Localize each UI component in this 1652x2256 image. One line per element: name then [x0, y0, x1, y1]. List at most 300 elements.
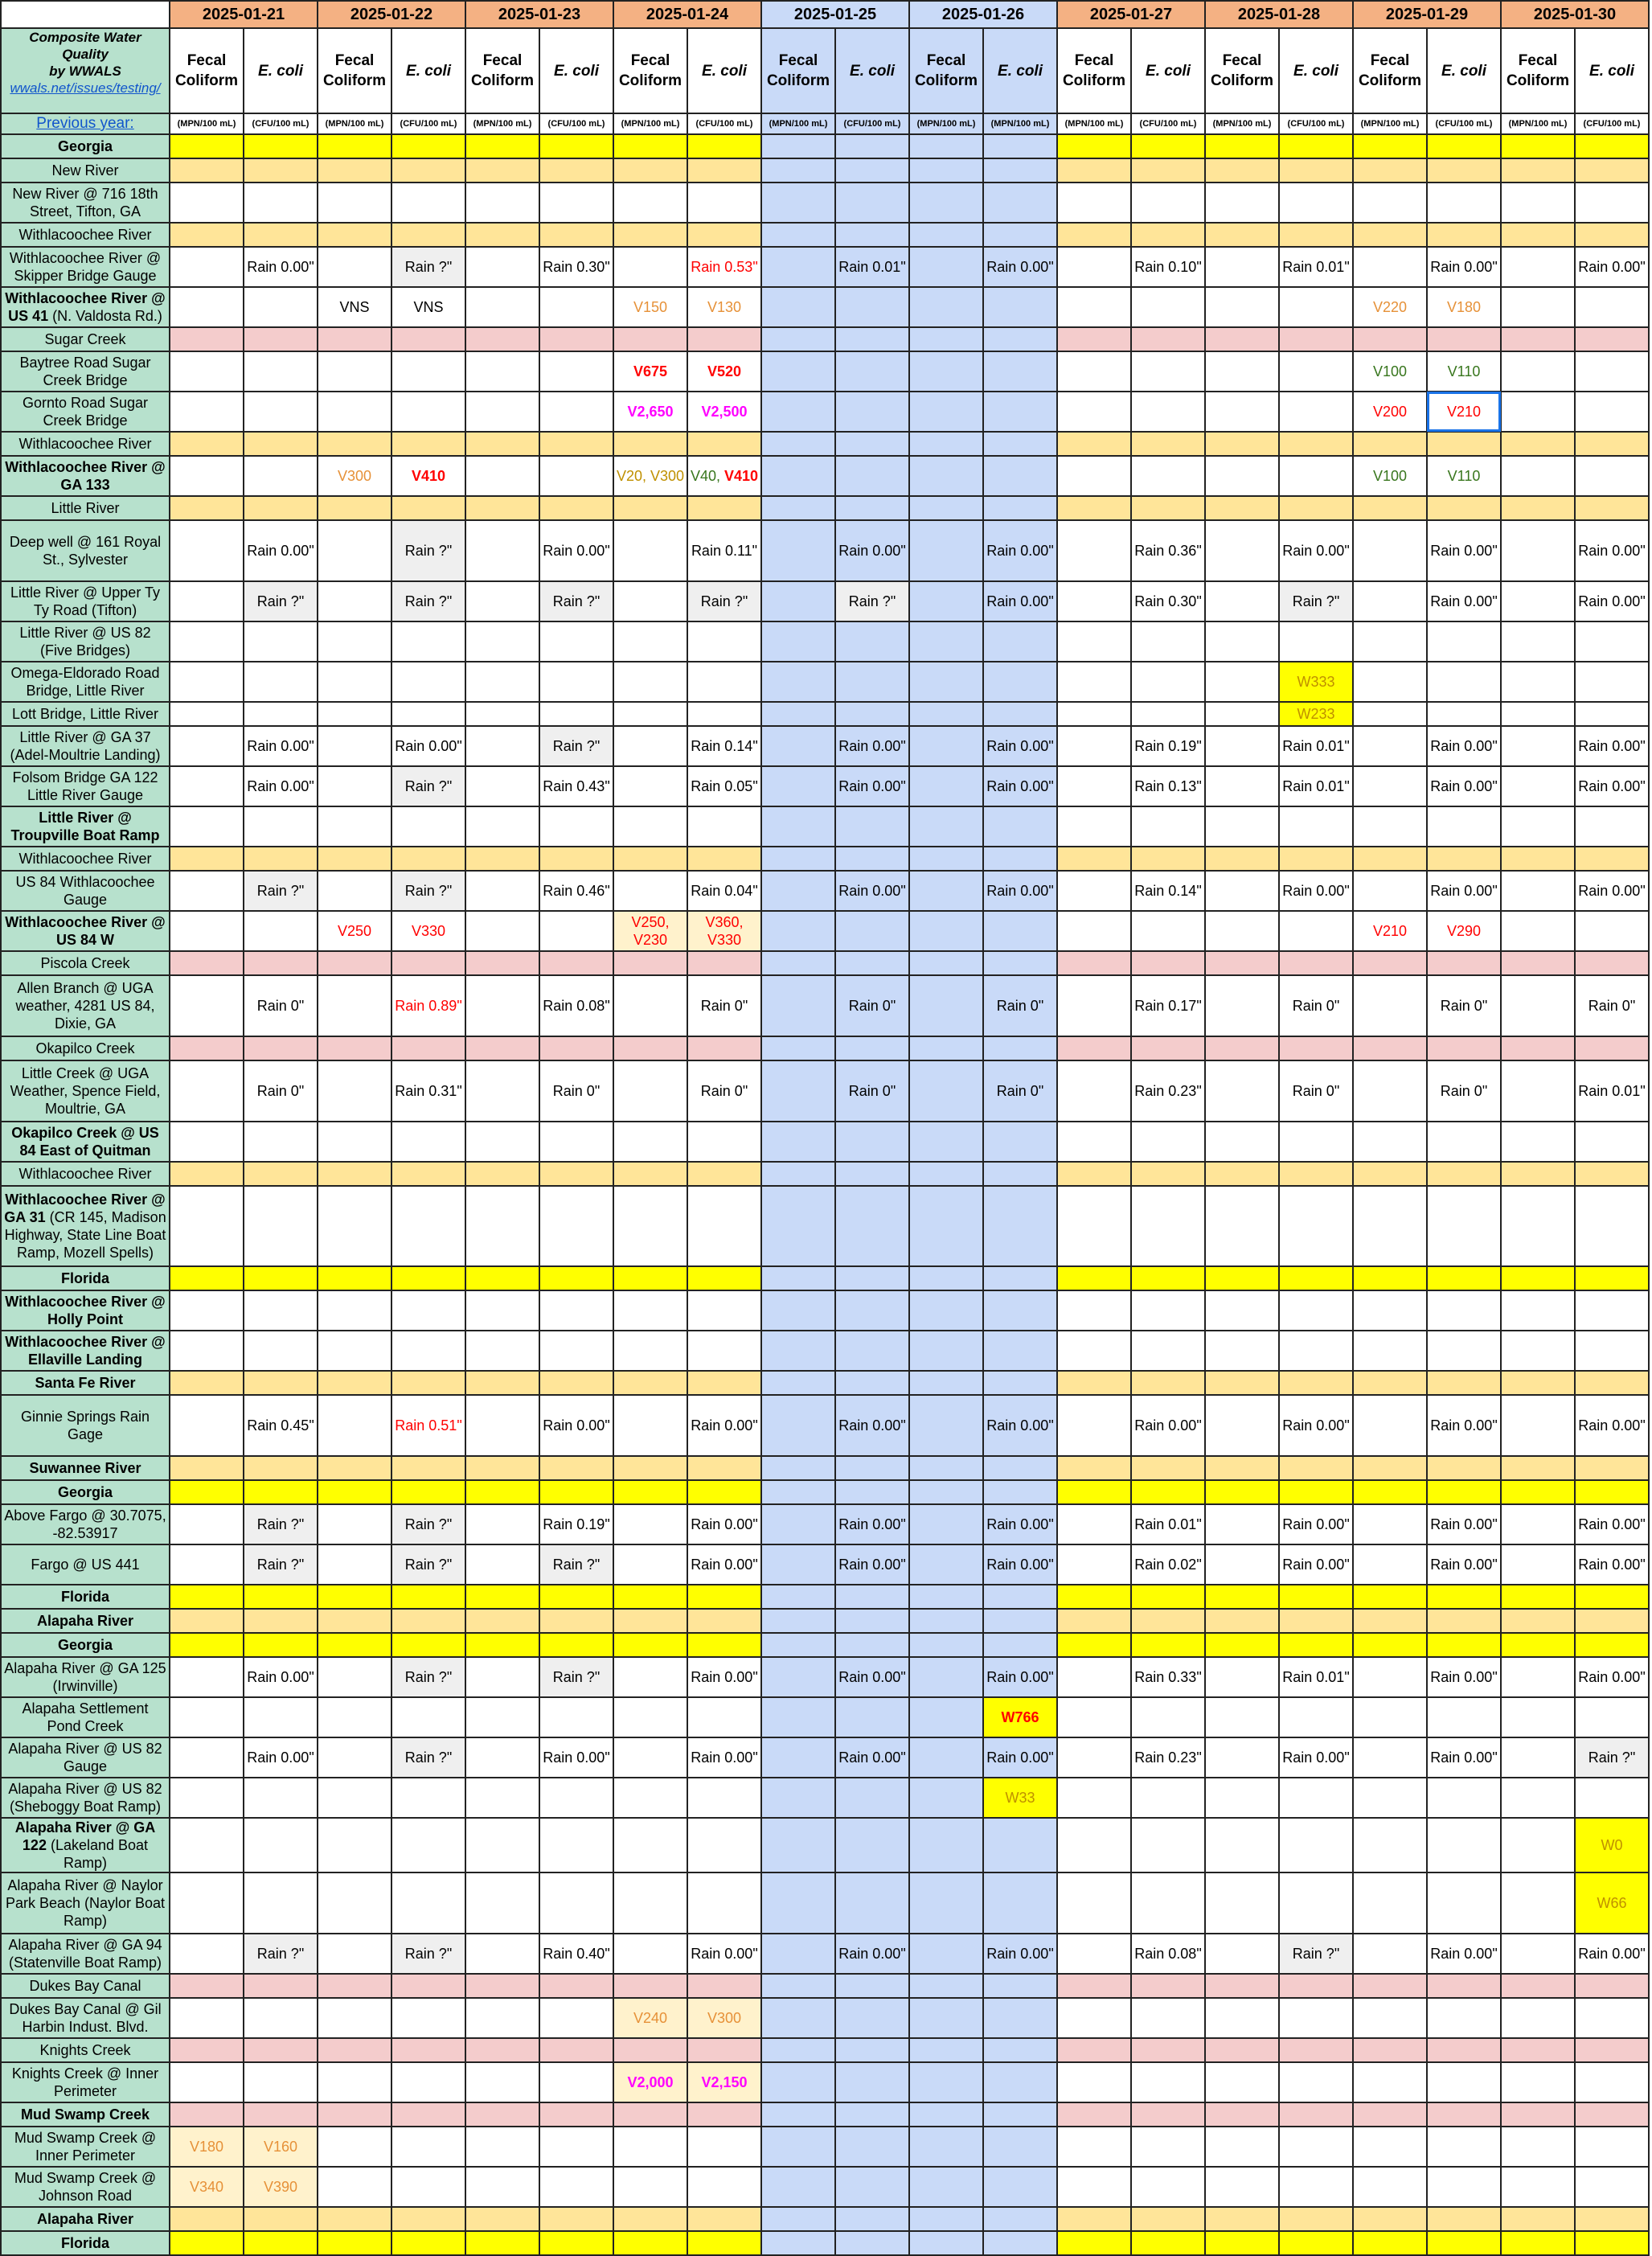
previous-year-link[interactable]: Previous year:: [36, 115, 134, 132]
site-label-cell[interactable]: [1, 327, 170, 351]
data-cell[interactable]: [909, 392, 983, 432]
data-cell[interactable]: [1427, 1456, 1501, 1480]
data-cell[interactable]: [1353, 1290, 1427, 1331]
data-cell[interactable]: [687, 702, 761, 726]
data-cell[interactable]: [391, 1697, 465, 1737]
data-cell[interactable]: [244, 1818, 318, 1872]
data-cell[interactable]: [983, 287, 1057, 327]
data-cell[interactable]: [465, 702, 539, 726]
data-cell[interactable]: [318, 1266, 391, 1290]
data-cell[interactable]: [391, 1122, 465, 1162]
data-cell[interactable]: [909, 1872, 983, 1934]
data-cell[interactable]: [1575, 726, 1649, 766]
data-cell[interactable]: [1205, 247, 1279, 287]
data-cell[interactable]: [761, 871, 835, 911]
data-cell[interactable]: [1131, 1060, 1205, 1122]
data-cell[interactable]: [1131, 1371, 1205, 1395]
data-cell[interactable]: [318, 520, 391, 581]
data-cell[interactable]: [1353, 456, 1427, 496]
data-cell[interactable]: [983, 1609, 1057, 1633]
data-cell[interactable]: [1501, 223, 1575, 247]
fecal-unit-cell[interactable]: (MPN/100 mL): [1501, 113, 1575, 134]
data-cell[interactable]: [1057, 1544, 1131, 1585]
ecoli-header[interactable]: [391, 28, 465, 113]
data-cell[interactable]: [1427, 847, 1501, 871]
sheet-title-cell[interactable]: [1, 28, 170, 113]
data-cell[interactable]: [539, 1818, 613, 1872]
data-cell[interactable]: [687, 975, 761, 1036]
data-cell[interactable]: [1575, 158, 1649, 183]
data-cell[interactable]: [170, 1186, 244, 1266]
data-cell[interactable]: [1353, 975, 1427, 1036]
data-cell[interactable]: [761, 327, 835, 351]
data-cell[interactable]: [983, 1395, 1057, 1456]
data-cell[interactable]: [1131, 2127, 1205, 2167]
data-cell[interactable]: [1131, 1395, 1205, 1456]
data-cell[interactable]: [539, 951, 613, 975]
data-cell[interactable]: [539, 1504, 613, 1544]
data-cell[interactable]: [909, 158, 983, 183]
data-cell[interactable]: [1427, 1290, 1501, 1331]
data-cell[interactable]: [1057, 158, 1131, 183]
data-cell[interactable]: [761, 1778, 835, 1818]
data-cell[interactable]: [1501, 158, 1575, 183]
data-cell[interactable]: [983, 1737, 1057, 1778]
data-cell[interactable]: [983, 951, 1057, 975]
data-cell[interactable]: [1501, 766, 1575, 806]
data-cell[interactable]: [465, 1974, 539, 1998]
data-cell[interactable]: [244, 2207, 318, 2231]
data-cell[interactable]: [170, 496, 244, 520]
data-cell[interactable]: [835, 351, 909, 392]
data-cell[interactable]: [687, 134, 761, 158]
data-cell[interactable]: [687, 1818, 761, 1872]
data-cell[interactable]: [1501, 1186, 1575, 1266]
data-cell[interactable]: [1057, 2207, 1131, 2231]
data-cell[interactable]: [539, 2167, 613, 2207]
data-cell[interactable]: [391, 1266, 465, 1290]
data-cell[interactable]: [1205, 496, 1279, 520]
data-cell[interactable]: [1575, 1697, 1649, 1737]
data-cell[interactable]: [1575, 975, 1649, 1036]
data-cell[interactable]: [983, 351, 1057, 392]
data-cell[interactable]: [1575, 1395, 1649, 1456]
data-cell[interactable]: [1575, 1544, 1649, 1585]
data-cell[interactable]: [835, 1036, 909, 1060]
fecal-coliform-header[interactable]: [1353, 28, 1427, 113]
ecoli-unit-cell[interactable]: (CFU/100 mL): [1131, 113, 1205, 134]
data-cell[interactable]: [539, 247, 613, 287]
data-cell[interactable]: [391, 1585, 465, 1609]
data-cell[interactable]: [1427, 327, 1501, 351]
data-cell[interactable]: [170, 1778, 244, 1818]
data-cell[interactable]: [983, 1934, 1057, 1974]
data-cell[interactable]: [909, 496, 983, 520]
data-cell[interactable]: [835, 581, 909, 621]
data-cell[interactable]: [539, 847, 613, 871]
data-cell[interactable]: [835, 1331, 909, 1371]
data-cell[interactable]: [613, 1657, 687, 1697]
data-cell[interactable]: [1131, 1818, 1205, 1872]
data-cell[interactable]: [1131, 1585, 1205, 1609]
data-cell[interactable]: [244, 1186, 318, 1266]
data-cell[interactable]: [170, 1036, 244, 1060]
site-label-cell[interactable]: [1, 662, 170, 702]
data-cell[interactable]: [170, 2038, 244, 2062]
data-cell[interactable]: [613, 662, 687, 702]
data-cell[interactable]: [391, 911, 465, 951]
data-cell[interactable]: [1205, 1544, 1279, 1585]
data-cell[interactable]: [1205, 1186, 1279, 1266]
data-cell[interactable]: [687, 581, 761, 621]
data-cell[interactable]: [761, 1060, 835, 1122]
data-cell[interactable]: [687, 1122, 761, 1162]
data-cell[interactable]: [1501, 1395, 1575, 1456]
data-cell[interactable]: [1131, 351, 1205, 392]
data-cell[interactable]: [1131, 2207, 1205, 2231]
data-cell[interactable]: [1353, 1480, 1427, 1504]
data-cell[interactable]: [687, 951, 761, 975]
data-cell[interactable]: [613, 1331, 687, 1371]
data-cell[interactable]: [170, 2127, 244, 2167]
data-cell[interactable]: [1427, 1585, 1501, 1609]
data-cell[interactable]: [1353, 951, 1427, 975]
data-cell[interactable]: [1279, 1737, 1353, 1778]
site-label-cell[interactable]: [1, 1331, 170, 1371]
data-cell[interactable]: [1057, 1266, 1131, 1290]
data-cell[interactable]: [761, 1657, 835, 1697]
data-cell[interactable]: [1501, 1371, 1575, 1395]
data-cell[interactable]: [1501, 806, 1575, 847]
data-cell[interactable]: [1279, 2207, 1353, 2231]
data-cell[interactable]: [613, 247, 687, 287]
data-cell[interactable]: [391, 2038, 465, 2062]
data-cell[interactable]: [1427, 1371, 1501, 1395]
data-cell[interactable]: [1057, 1585, 1131, 1609]
data-cell[interactable]: [835, 2231, 909, 2255]
data-cell[interactable]: [983, 134, 1057, 158]
data-cell[interactable]: [539, 223, 613, 247]
data-cell[interactable]: [1501, 1504, 1575, 1544]
data-cell[interactable]: [539, 1609, 613, 1633]
data-cell[interactable]: [170, 1974, 244, 1998]
data-cell[interactable]: [244, 158, 318, 183]
data-cell[interactable]: [318, 496, 391, 520]
data-cell[interactable]: [687, 1974, 761, 1998]
data-cell[interactable]: [539, 2062, 613, 2102]
data-cell[interactable]: [391, 1060, 465, 1122]
data-cell[interactable]: [983, 1544, 1057, 1585]
data-cell[interactable]: [244, 351, 318, 392]
data-cell[interactable]: [318, 1657, 391, 1697]
site-label-cell[interactable]: [1, 2038, 170, 2062]
data-cell[interactable]: [835, 2062, 909, 2102]
data-cell[interactable]: [1131, 1737, 1205, 1778]
fecal-unit-cell[interactable]: (MPN/100 mL): [318, 113, 391, 134]
data-cell[interactable]: [170, 806, 244, 847]
data-cell[interactable]: [1279, 1872, 1353, 1934]
data-cell[interactable]: [1131, 911, 1205, 951]
data-cell[interactable]: [318, 247, 391, 287]
data-cell[interactable]: [1131, 702, 1205, 726]
data-cell[interactable]: [318, 1036, 391, 1060]
data-cell[interactable]: [983, 327, 1057, 351]
data-cell[interactable]: [1501, 847, 1575, 871]
data-cell[interactable]: [1501, 1456, 1575, 1480]
data-cell[interactable]: [1501, 287, 1575, 327]
date-header-2025-01-26[interactable]: 2025-01-26: [909, 1, 1057, 28]
data-cell[interactable]: [1575, 183, 1649, 223]
data-cell[interactable]: [1131, 223, 1205, 247]
data-cell[interactable]: [1353, 1504, 1427, 1544]
data-cell[interactable]: [465, 1544, 539, 1585]
data-cell[interactable]: [1501, 1633, 1575, 1657]
data-cell[interactable]: [909, 432, 983, 456]
data-cell[interactable]: [465, 1998, 539, 2038]
data-cell[interactable]: [983, 1778, 1057, 1818]
data-cell[interactable]: [1205, 1456, 1279, 1480]
data-cell[interactable]: [1057, 327, 1131, 351]
data-cell[interactable]: [1205, 1998, 1279, 2038]
data-cell[interactable]: [244, 1371, 318, 1395]
data-cell[interactable]: [1501, 351, 1575, 392]
site-label-cell[interactable]: [1, 134, 170, 158]
data-cell[interactable]: [1427, 1060, 1501, 1122]
data-cell[interactable]: [835, 134, 909, 158]
data-cell[interactable]: [170, 581, 244, 621]
data-cell[interactable]: [1057, 726, 1131, 766]
data-cell[interactable]: [1131, 1657, 1205, 1697]
data-cell[interactable]: [1353, 2231, 1427, 2255]
data-cell[interactable]: [835, 1504, 909, 1544]
data-cell[interactable]: [1057, 2102, 1131, 2127]
data-cell[interactable]: [318, 766, 391, 806]
site-label-cell[interactable]: [1, 247, 170, 287]
data-cell[interactable]: [391, 1504, 465, 1544]
data-cell[interactable]: [1205, 327, 1279, 351]
data-cell[interactable]: [1353, 1395, 1427, 1456]
data-cell[interactable]: [1057, 1186, 1131, 1266]
data-cell[interactable]: [1057, 392, 1131, 432]
data-cell[interactable]: [170, 911, 244, 951]
data-cell[interactable]: [1575, 1998, 1649, 2038]
data-cell[interactable]: [687, 287, 761, 327]
data-cell[interactable]: [1057, 1371, 1131, 1395]
data-cell[interactable]: [244, 223, 318, 247]
data-cell[interactable]: [1501, 1290, 1575, 1331]
site-label-cell[interactable]: [1, 1544, 170, 1585]
data-cell[interactable]: [613, 1934, 687, 1974]
data-cell[interactable]: [170, 1585, 244, 1609]
data-cell[interactable]: [687, 1331, 761, 1371]
data-cell[interactable]: [1501, 327, 1575, 351]
data-cell[interactable]: [539, 1060, 613, 1122]
data-cell[interactable]: [835, 621, 909, 662]
data-cell[interactable]: [318, 1480, 391, 1504]
data-cell[interactable]: [1501, 456, 1575, 496]
data-cell[interactable]: [1427, 2062, 1501, 2102]
data-cell[interactable]: [1279, 351, 1353, 392]
data-cell[interactable]: [1427, 1544, 1501, 1585]
data-cell[interactable]: [1427, 2127, 1501, 2167]
data-cell[interactable]: [909, 911, 983, 951]
site-label-cell[interactable]: [1, 581, 170, 621]
data-cell[interactable]: [1205, 2102, 1279, 2127]
data-cell[interactable]: [1057, 766, 1131, 806]
data-cell[interactable]: [1057, 247, 1131, 287]
data-cell[interactable]: [1131, 1934, 1205, 1974]
data-cell[interactable]: [909, 1609, 983, 1633]
site-label-cell[interactable]: [1, 1737, 170, 1778]
data-cell[interactable]: [1279, 520, 1353, 581]
ecoli-unit-cell[interactable]: (CFU/100 mL): [1427, 113, 1501, 134]
data-cell[interactable]: [539, 1974, 613, 1998]
data-cell[interactable]: [1427, 1934, 1501, 1974]
data-cell[interactable]: [909, 223, 983, 247]
data-cell[interactable]: [909, 2062, 983, 2102]
data-cell[interactable]: [1427, 1186, 1501, 1266]
data-cell[interactable]: [613, 975, 687, 1036]
data-cell[interactable]: [1353, 1162, 1427, 1186]
site-label-cell[interactable]: [1, 1504, 170, 1544]
data-cell[interactable]: [170, 1480, 244, 1504]
data-cell[interactable]: [761, 1036, 835, 1060]
data-cell[interactable]: [244, 871, 318, 911]
data-cell[interactable]: [244, 951, 318, 975]
data-cell[interactable]: [465, 726, 539, 766]
data-cell[interactable]: [1205, 134, 1279, 158]
data-cell[interactable]: [983, 496, 1057, 520]
data-cell[interactable]: [170, 223, 244, 247]
data-cell[interactable]: [613, 871, 687, 911]
data-cell[interactable]: [761, 1974, 835, 1998]
data-cell[interactable]: [613, 702, 687, 726]
site-label-cell[interactable]: [1, 1290, 170, 1331]
data-cell[interactable]: [613, 1633, 687, 1657]
data-cell[interactable]: [1501, 951, 1575, 975]
data-cell[interactable]: [1205, 520, 1279, 581]
data-cell[interactable]: [1353, 702, 1427, 726]
data-cell[interactable]: [170, 951, 244, 975]
data-cell[interactable]: [761, 1872, 835, 1934]
data-cell[interactable]: [909, 662, 983, 702]
data-cell[interactable]: [391, 975, 465, 1036]
data-cell[interactable]: [465, 392, 539, 432]
data-cell[interactable]: [1575, 1456, 1649, 1480]
data-cell[interactable]: [170, 1331, 244, 1371]
data-cell[interactable]: [1353, 287, 1427, 327]
data-cell[interactable]: [1279, 1331, 1353, 1371]
data-cell[interactable]: [687, 1872, 761, 1934]
site-label-cell[interactable]: [1, 1266, 170, 1290]
data-cell[interactable]: [1353, 1122, 1427, 1162]
data-cell[interactable]: [1427, 351, 1501, 392]
data-cell[interactable]: [1501, 2102, 1575, 2127]
data-cell[interactable]: [909, 1371, 983, 1395]
data-cell[interactable]: [1427, 975, 1501, 1036]
data-cell[interactable]: [909, 520, 983, 581]
data-cell[interactable]: [539, 702, 613, 726]
data-cell[interactable]: [1279, 871, 1353, 911]
data-cell[interactable]: [391, 287, 465, 327]
data-cell[interactable]: [1501, 2207, 1575, 2231]
ecoli-header[interactable]: [1575, 28, 1649, 113]
data-cell[interactable]: [391, 1371, 465, 1395]
data-cell[interactable]: [909, 1504, 983, 1544]
data-cell[interactable]: [1353, 1609, 1427, 1633]
site-label-cell[interactable]: [1, 1585, 170, 1609]
data-cell[interactable]: [687, 766, 761, 806]
data-cell[interactable]: [465, 1480, 539, 1504]
data-cell[interactable]: [465, 806, 539, 847]
data-cell[interactable]: [539, 1456, 613, 1480]
data-cell[interactable]: [1057, 1778, 1131, 1818]
data-cell[interactable]: [391, 496, 465, 520]
data-cell[interactable]: [1501, 520, 1575, 581]
data-cell[interactable]: [539, 766, 613, 806]
data-cell[interactable]: [244, 287, 318, 327]
data-cell[interactable]: [909, 247, 983, 287]
data-cell[interactable]: [391, 351, 465, 392]
data-cell[interactable]: [465, 951, 539, 975]
fecal-unit-cell[interactable]: (MPN/100 mL): [1057, 113, 1131, 134]
data-cell[interactable]: [1353, 621, 1427, 662]
data-cell[interactable]: [318, 456, 391, 496]
data-cell[interactable]: [170, 1657, 244, 1697]
data-cell[interactable]: [1575, 1778, 1649, 1818]
data-cell[interactable]: [983, 158, 1057, 183]
data-cell[interactable]: [170, 1122, 244, 1162]
data-cell[interactable]: [835, 702, 909, 726]
data-cell[interactable]: [539, 1290, 613, 1331]
data-cell[interactable]: [539, 2038, 613, 2062]
data-cell[interactable]: [909, 134, 983, 158]
data-cell[interactable]: [1057, 1290, 1131, 1331]
data-cell[interactable]: [1057, 432, 1131, 456]
data-cell[interactable]: [983, 2207, 1057, 2231]
data-cell[interactable]: [761, 847, 835, 871]
data-cell[interactable]: [539, 1544, 613, 1585]
data-cell[interactable]: [1501, 662, 1575, 702]
data-cell[interactable]: [613, 432, 687, 456]
data-cell[interactable]: [318, 662, 391, 702]
data-cell[interactable]: [465, 621, 539, 662]
data-cell[interactable]: [318, 871, 391, 911]
site-label-cell[interactable]: [1, 520, 170, 581]
data-cell[interactable]: [613, 1162, 687, 1186]
data-cell[interactable]: [170, 247, 244, 287]
data-cell[interactable]: [465, 1186, 539, 1266]
data-cell[interactable]: [1501, 1609, 1575, 1633]
data-cell[interactable]: [1575, 2231, 1649, 2255]
data-cell[interactable]: [909, 2038, 983, 2062]
data-cell[interactable]: [318, 1504, 391, 1544]
data-cell[interactable]: [1057, 1609, 1131, 1633]
site-label-cell[interactable]: [1, 702, 170, 726]
data-cell[interactable]: [170, 1162, 244, 1186]
data-cell[interactable]: [244, 2231, 318, 2255]
data-cell[interactable]: [244, 1633, 318, 1657]
data-cell[interactable]: [391, 1872, 465, 1934]
data-cell[interactable]: [318, 951, 391, 975]
data-cell[interactable]: [1279, 2127, 1353, 2167]
site-label-cell[interactable]: [1, 1818, 170, 1872]
data-cell[interactable]: [465, 911, 539, 951]
data-cell[interactable]: [1427, 456, 1501, 496]
data-cell[interactable]: [1353, 2102, 1427, 2127]
data-cell[interactable]: [1427, 1331, 1501, 1371]
data-cell[interactable]: [1427, 1737, 1501, 1778]
